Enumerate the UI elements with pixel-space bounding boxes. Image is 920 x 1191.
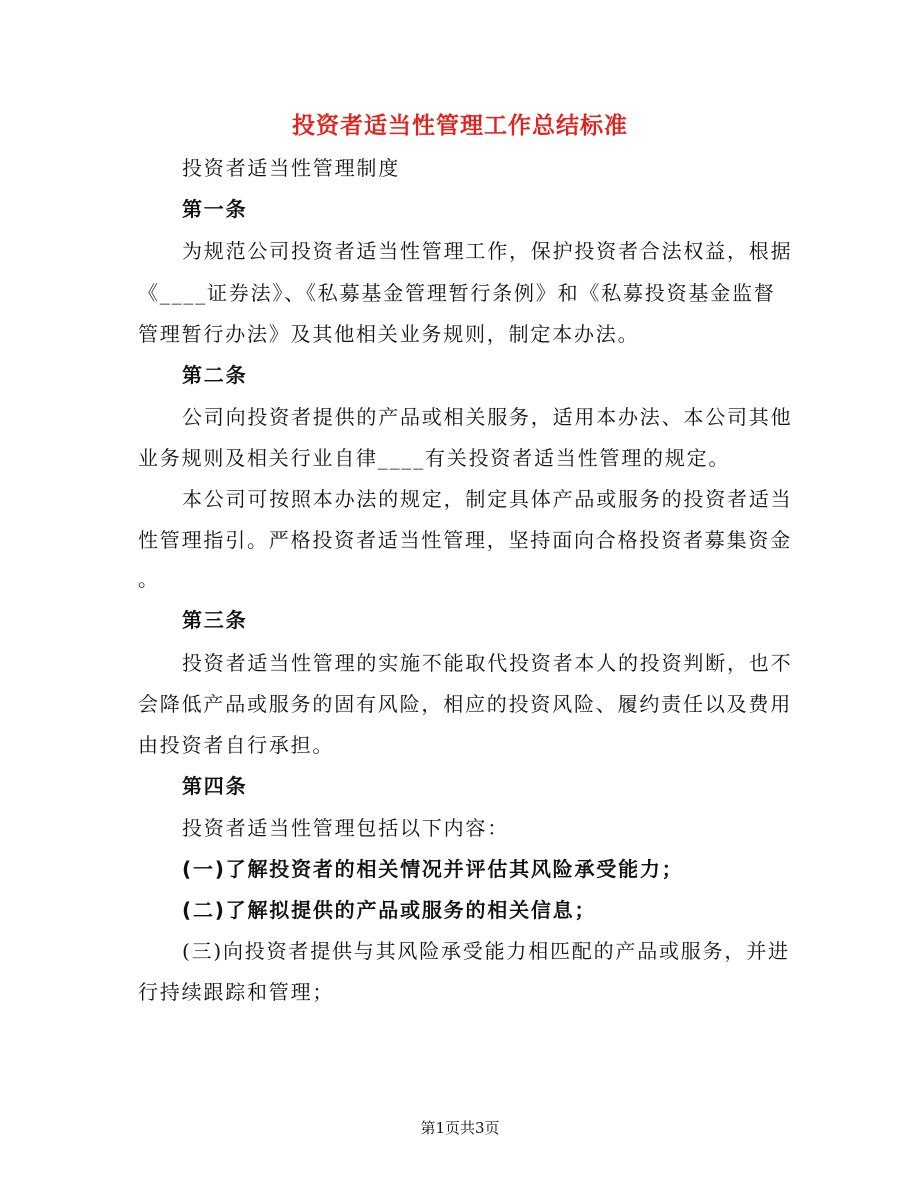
document-title: 投资者适当性管理工作总结标准 (292, 113, 628, 139)
article4-item-1: (一)了解投资者的相关情况并评估其风险承受能力； (182, 857, 684, 881)
document-subtitle: 投资者适当性管理制度 (182, 156, 400, 180)
article3-line-2: 会降低产品或服务的固有风险，相应的投资风险、履约责任以及费用 (138, 692, 792, 716)
article2-para2-line-1: 本公司可按照本办法的规定，制定具体产品或服务的投资者适当 (182, 487, 793, 511)
article2-para2-line-2: 性管理指引。严格投资者适当性管理，坚持面向合格投资者募集资金 (138, 528, 792, 552)
article4-intro: 投资者适当性管理包括以下内容： (182, 816, 509, 840)
article1-line-3: 管理暂行办法》及其他相关业务规则，制定本办法。 (138, 322, 640, 346)
article3-line-3: 由投资者自行承担。 (138, 733, 335, 757)
article1-heading: 第一条 (182, 197, 248, 221)
article3-line-1: 投资者适当性管理的实施不能取代投资者本人的投资判断，也不 (182, 651, 793, 675)
article1-line-1: 为规范公司投资者适当性管理工作，保护投资者合法权益，根据 (182, 239, 793, 263)
article2-para2-line-3: 。 (138, 567, 160, 591)
article2-para1-line-2: 业务规则及相关行业自律____有关投资者适当性管理的规定。 (138, 446, 731, 470)
article3-heading: 第三条 (182, 608, 248, 632)
article4-item-2: (二)了解拟提供的产品或服务的相关信息； (182, 898, 597, 922)
page-indicator: 第1页共3页 (420, 1119, 500, 1137)
article4-heading: 第四条 (182, 774, 248, 798)
article2-heading: 第二条 (182, 363, 248, 387)
article2-para1-line-1: 公司向投资者提供的产品或相关服务，适用本办法、本公司其他 (182, 405, 793, 429)
article1-line-2: 《____证券法》、《私募基金管理暂行条例》和《私募投资基金监督 (138, 281, 776, 305)
article4-item-3-line-2: 行持续跟踪和管理； (138, 980, 335, 1004)
article4-item-3-line-1: (三)向投资者提供与其风险承受能力相匹配的产品或服务，并进 (182, 939, 790, 963)
